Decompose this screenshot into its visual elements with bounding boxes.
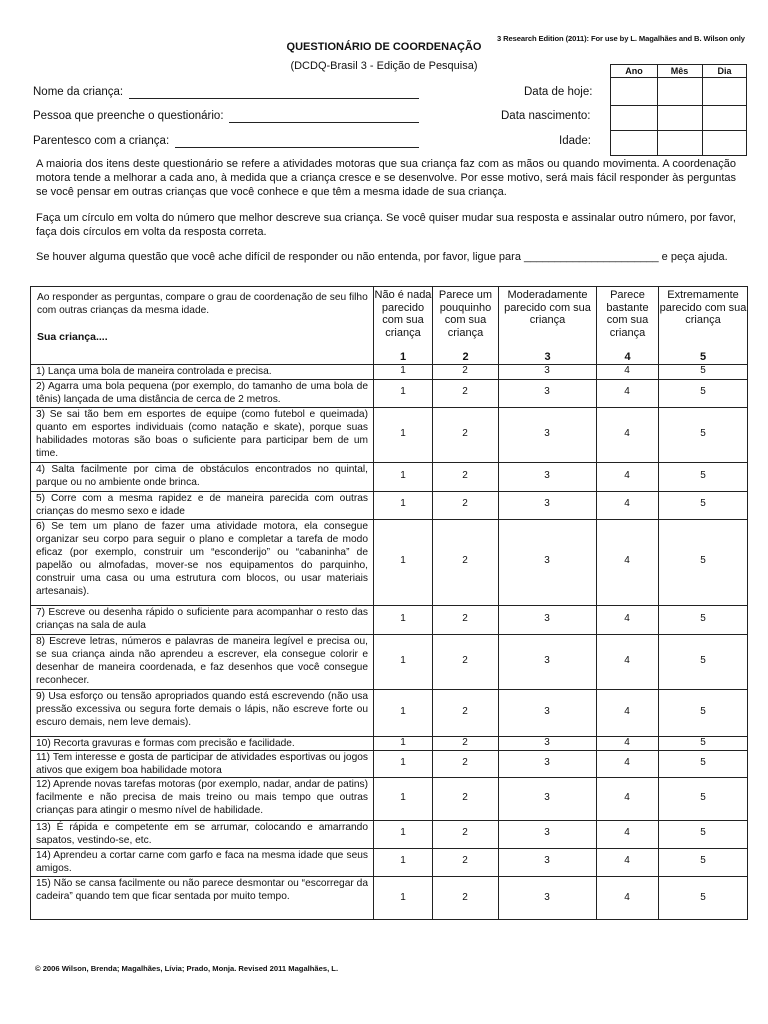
score-option-1[interactable]: 1 xyxy=(400,757,406,768)
score-option-2[interactable]: 2 xyxy=(462,892,468,903)
sua-crianca-label: Sua criança.... xyxy=(37,331,108,343)
question-text: 6) Se tem um plano de fazer uma atividade motora, ela consegue organizar seu corpo para seguir o plano e completar a tarefa de modo eficaz (por exemplo, construir um “esconderijo” ou “cabaninha” de papelão ou almofadas, mover-se nos equipamentos do parquinho, construir uma casa ou uma estrutura com blocos, ou usar materiais artesanais). xyxy=(36,521,368,597)
filler-field[interactable] xyxy=(229,122,419,123)
instructions-paragraph-2: Faça um círculo em volta do número que melhor descreve sua criança. Se você quiser mudar sua resposta e assinalar outro número, por favor, faça dois círculos em volta da resposta correta. xyxy=(36,212,736,238)
table-intro: Ao responder as perguntas, compare o grau de coordenação de seu filho com outras crianças da mesma idade. xyxy=(37,292,368,316)
question-text: 7) Escreve ou desenha rápido o suficiente para acompanhar o resto das crianças na sala de aula xyxy=(36,607,368,631)
score-option-5[interactable]: 5 xyxy=(700,855,706,866)
score-option-4[interactable]: 4 xyxy=(624,757,630,768)
score-option-3[interactable]: 3 xyxy=(544,386,550,397)
question-text: 13) É rápida e competente em se arrumar, colocando e amarrando sapatos, vestindo-se, etc. xyxy=(36,822,368,846)
score-option-3[interactable]: 3 xyxy=(544,792,550,803)
score-option-1[interactable]: 1 xyxy=(400,470,406,481)
score-option-3[interactable]: 3 xyxy=(544,706,550,717)
score-option-2[interactable]: 2 xyxy=(462,855,468,866)
question-text: 3) Se sai tão bem em esportes de equipe (como futebol e queimada) quanto em esportes individuais (como natação e skate), porque suas habilidades motoras são boas o suficiente para participar bem de um time. xyxy=(36,409,368,459)
score-option-1[interactable]: 1 xyxy=(400,555,406,566)
score-option-4[interactable]: 4 xyxy=(624,827,630,838)
page-subtitle: (DCDQ-Brasil 3 - Edição de Pesquisa) xyxy=(290,60,478,72)
score-option-2[interactable]: 2 xyxy=(462,757,468,768)
question-text: 1) Lança uma bola de maneira controlada e precisa. xyxy=(36,366,272,377)
question-text: 12) Aprende novas tarefas motoras (por exemplo, nadar, andar de patins) facilmente e não precisa de mais treino ou mais tempo que outras crianças para atingir o mesmo nível de habilidade. xyxy=(36,779,368,816)
score-option-4[interactable]: 4 xyxy=(624,428,630,439)
score-option-1[interactable]: 1 xyxy=(400,613,406,624)
score-option-2[interactable]: 2 xyxy=(462,737,468,748)
question-text: 2) Agarra uma bola pequena (por exemplo, do tamanho de uma bola de tênis) lançada de uma distância de cerca de 2 metros. xyxy=(36,381,368,405)
score-option-5[interactable]: 5 xyxy=(700,386,706,397)
column-header-2: Parece um pouquinho com sua criança xyxy=(438,289,493,339)
score-option-3[interactable]: 3 xyxy=(544,737,550,748)
score-option-4[interactable]: 4 xyxy=(624,498,630,509)
column-number-2: 2 xyxy=(462,351,469,363)
score-option-4[interactable]: 4 xyxy=(624,613,630,624)
question-text: 5) Corre com a mesma rapidez e de maneira parecida com outras crianças do mesmo sexo e idade xyxy=(36,493,368,517)
score-option-3[interactable]: 3 xyxy=(544,613,550,624)
score-option-3[interactable]: 3 xyxy=(544,827,550,838)
year-header: Ano xyxy=(625,66,643,76)
score-option-4[interactable]: 4 xyxy=(624,470,630,481)
page-title: QUESTIONÁRIO DE COORDENAÇÃO xyxy=(286,41,482,53)
score-option-2[interactable]: 2 xyxy=(462,613,468,624)
score-option-1[interactable]: 1 xyxy=(400,892,406,903)
question-text: 11) Tem interesse e gosta de participar de atividades esportivas ou jogos ativos que exigem boa habilidade motora xyxy=(36,752,368,776)
filler-label: Pessoa que preenche o questionário: xyxy=(33,110,224,122)
child-name-field[interactable] xyxy=(129,98,419,99)
score-option-5[interactable]: 5 xyxy=(700,555,706,566)
score-option-1[interactable]: 1 xyxy=(400,386,406,397)
child-name-label: Nome da criança: xyxy=(33,86,124,98)
edition-note: 3 Research Edition (2011): For use by L. Magalhães and B. Wilson only xyxy=(497,34,745,43)
question-text: 8) Escreve letras, números e palavras de maneira legível e precisa ou, se sua criança ainda não aprendeu a escrever, ela consegue colorir e desenhar de maneira coordenada, e faz desenhos que você consegue reconhecer. xyxy=(36,636,368,686)
score-option-2[interactable]: 2 xyxy=(462,655,468,666)
score-option-4[interactable]: 4 xyxy=(624,386,630,397)
score-option-5[interactable]: 5 xyxy=(700,757,706,768)
score-option-4[interactable]: 4 xyxy=(624,655,630,666)
day-header: Dia xyxy=(717,66,732,76)
score-option-5[interactable]: 5 xyxy=(700,827,706,838)
column-header-5: Extremamente parecido com sua criança xyxy=(659,289,747,326)
questionnaire-table xyxy=(30,286,748,920)
score-option-4[interactable]: 4 xyxy=(624,706,630,717)
score-option-1[interactable]: 1 xyxy=(400,428,406,439)
score-option-5[interactable]: 5 xyxy=(700,737,706,748)
score-option-1[interactable]: 1 xyxy=(400,792,406,803)
today-label: Data de hoje: xyxy=(524,86,593,98)
score-option-3[interactable]: 3 xyxy=(544,655,550,666)
question-text: 9) Usa esforço ou tensão apropriados quando está escrevendo (não usa pressão excessiva ou segura forte demais o lápis, não escreve forte ou escuro demais, nem leve demais). xyxy=(36,691,368,728)
score-option-4[interactable]: 4 xyxy=(624,892,630,903)
birth-label: Data nascimento: xyxy=(501,110,591,122)
score-option-2[interactable]: 2 xyxy=(462,555,468,566)
score-option-5[interactable]: 5 xyxy=(700,428,706,439)
column-number-4: 4 xyxy=(624,351,631,363)
score-option-5[interactable]: 5 xyxy=(700,470,706,481)
score-option-3[interactable]: 3 xyxy=(544,428,550,439)
score-option-2[interactable]: 2 xyxy=(462,386,468,397)
score-option-4[interactable]: 4 xyxy=(624,855,630,866)
score-option-4[interactable]: 4 xyxy=(624,555,630,566)
score-option-2[interactable]: 2 xyxy=(462,470,468,481)
score-option-5[interactable]: 5 xyxy=(700,613,706,624)
score-option-3[interactable]: 3 xyxy=(544,757,550,768)
score-option-5[interactable]: 5 xyxy=(700,498,706,509)
score-option-2[interactable]: 2 xyxy=(462,827,468,838)
relation-field[interactable] xyxy=(175,147,419,148)
score-option-3[interactable]: 3 xyxy=(544,855,550,866)
score-option-5[interactable]: 5 xyxy=(700,706,706,717)
question-text: 4) Salta facilmente por cima de obstáculos encontrados no quintal, parque ou no ambiente onde brinca. xyxy=(36,464,368,488)
score-option-2[interactable]: 2 xyxy=(462,498,468,509)
column-header-3: Moderadamente parecido com sua criança xyxy=(504,289,591,326)
column-header-1: Não é nada parecido com sua criança xyxy=(374,289,432,339)
question-text: 10) Recorta gravuras e formas com precisão e facilidade. xyxy=(36,738,295,749)
score-option-2[interactable]: 2 xyxy=(462,706,468,717)
score-option-3[interactable]: 3 xyxy=(544,470,550,481)
score-option-1[interactable]: 1 xyxy=(400,655,406,666)
score-option-3[interactable]: 3 xyxy=(544,498,550,509)
score-option-4[interactable]: 4 xyxy=(624,737,630,748)
column-header-4: Parece bastante com sua criança xyxy=(606,289,649,339)
score-option-3[interactable]: 3 xyxy=(544,555,550,566)
date-grid[interactable] xyxy=(610,64,747,156)
column-number-3: 3 xyxy=(544,351,551,363)
score-option-3[interactable]: 3 xyxy=(544,892,550,903)
instructions-paragraph-1: A maioria dos itens deste questionário se refere a atividades motoras que sua criança faz com as mãos ou quando movimenta. A coordenação motora tende a melhorar a cada ano, à medida que a criança cresce e se desenvolve. Por esse motivo, será mais fácil responder às perguntas se você pensar em outras crianças que você conhece e que têm a mesma idade de sua criança. xyxy=(36,158,736,198)
score-option-5[interactable]: 5 xyxy=(700,792,706,803)
relation-label: Parentesco com a criança: xyxy=(33,135,170,147)
score-option-1[interactable]: 1 xyxy=(400,855,406,866)
score-option-1[interactable]: 1 xyxy=(400,706,406,717)
score-option-5[interactable]: 5 xyxy=(700,365,706,376)
column-number-1: 1 xyxy=(399,351,407,363)
score-option-1[interactable]: 1 xyxy=(400,827,406,838)
score-option-1[interactable]: 1 xyxy=(400,498,406,509)
score-option-5[interactable]: 5 xyxy=(700,655,706,666)
score-option-5[interactable]: 5 xyxy=(700,892,706,903)
age-label: Idade: xyxy=(559,135,591,147)
score-option-3[interactable]: 3 xyxy=(544,365,550,376)
score-option-4[interactable]: 4 xyxy=(624,365,630,376)
question-text: 14) Aprendeu a cortar carne com garfo e faca na mesma idade que seus amigos. xyxy=(36,850,368,874)
instructions-paragraph-3: Se houver alguma questão que você ache difícil de responder ou não entenda, por favor, ligue para ______________________ e peça ajuda. xyxy=(36,251,728,263)
score-option-2[interactable]: 2 xyxy=(462,428,468,439)
footer-copyright: © 2006 Wilson, Brenda; Magalhães, Lívia; Prado, Monja. Revised 2011 Magalhães, L. xyxy=(35,964,339,973)
month-header: Mês xyxy=(670,66,689,76)
score-option-2[interactable]: 2 xyxy=(462,365,468,376)
score-option-1[interactable]: 1 xyxy=(400,737,406,748)
score-option-2[interactable]: 2 xyxy=(462,792,468,803)
score-option-4[interactable]: 4 xyxy=(624,792,630,803)
question-text: 15) Não se cansa facilmente ou não parece desmontar ou “escorregar da cadeira” quando tem que ficar sentada por muito tempo. xyxy=(36,878,368,902)
column-number-5: 5 xyxy=(699,351,707,363)
score-option-1[interactable]: 1 xyxy=(400,365,406,376)
